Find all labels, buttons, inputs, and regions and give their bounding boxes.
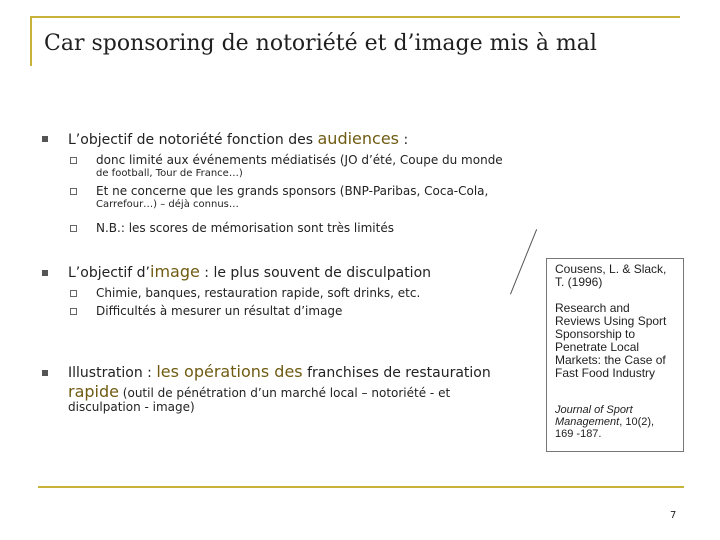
sub-bullet-icon — [70, 157, 77, 164]
bullet-3-emphasis: les opérations des — [156, 362, 303, 381]
bullet-1-subitem-1 — [96, 153, 503, 181]
title-frame-left — [30, 16, 32, 66]
reference-citation — [555, 404, 675, 440]
connector-line — [510, 229, 537, 294]
subitem-line: de football, Tour de France…) — [96, 168, 243, 179]
subitem-line: Et ne concerne que les grands sponsors (BNP-Paribas, Coca-Cola, — [96, 184, 489, 198]
bullet-1-suffix: : — [399, 132, 409, 148]
bullet-1-subitem-2 — [96, 184, 488, 212]
bullet-1-emphasis: audiences — [317, 129, 400, 148]
bullet-3-line-2-rest: (outil de pénétration d’un marché local – notoriété - et — [118, 386, 451, 400]
bullet-3-suffix: franchises de restauration — [302, 365, 491, 381]
reference-title: Research and Reviews Using Sport Sponsorship to Penetrate Local Markets: the Case of Fast Food Industry — [555, 301, 667, 380]
reference-citation-rest: , 10(2), 169 -187. — [555, 416, 655, 440]
subitem-line: Carrefour…) – déjà connus… — [96, 199, 239, 210]
subitem-line: donc limité aux événements médiatisés (JO d’été, Coupe du monde — [96, 153, 503, 167]
page-number: 7 — [670, 510, 677, 521]
footer-rule — [38, 486, 684, 488]
bullet-3-line-2-emphasis: rapide — [68, 382, 119, 401]
reference-journal: Journal of Sport Management — [555, 404, 633, 428]
bullet-3-line-3: disculpation - image) — [68, 400, 195, 414]
sub-bullet-icon — [70, 290, 77, 297]
bullet-2-subitem-1: Chimie, banques, restauration rapide, soft drinks, etc. — [96, 286, 421, 300]
bullet-3-prefix: Illustration : — [68, 365, 157, 381]
bullet-3-line-1 — [68, 362, 491, 381]
bullet-1-text — [68, 129, 408, 148]
title-frame-top — [30, 16, 680, 18]
bullet-square-icon — [42, 270, 48, 276]
sub-bullet-icon — [70, 225, 77, 232]
bullet-2-emphasis: image — [150, 262, 200, 281]
bullet-2-prefix: L’objectif d’ — [68, 265, 150, 281]
sub-bullet-icon — [70, 308, 77, 315]
bullet-2-suffix: : le plus souvent de disculpation — [199, 265, 432, 281]
bullet-square-icon — [42, 370, 48, 376]
slide-title: Car sponsoring de notoriété et d’image mis à mal — [44, 31, 597, 56]
bullet-1-prefix: L’objectif de notoriété fonction des — [68, 132, 318, 148]
reference-authors: Cousens, L. & Slack, T. (1996) — [555, 262, 667, 289]
sub-bullet-icon — [70, 188, 77, 195]
bullet-square-icon — [42, 136, 48, 142]
bullet-3-line-2 — [68, 382, 450, 401]
bullet-1-subitem-3: N.B.: les scores de mémorisation sont très limités — [96, 221, 394, 235]
bullet-2-subitem-2: Difficultés à mesurer un résultat d’image — [96, 304, 343, 318]
bullet-2-text — [68, 262, 431, 281]
